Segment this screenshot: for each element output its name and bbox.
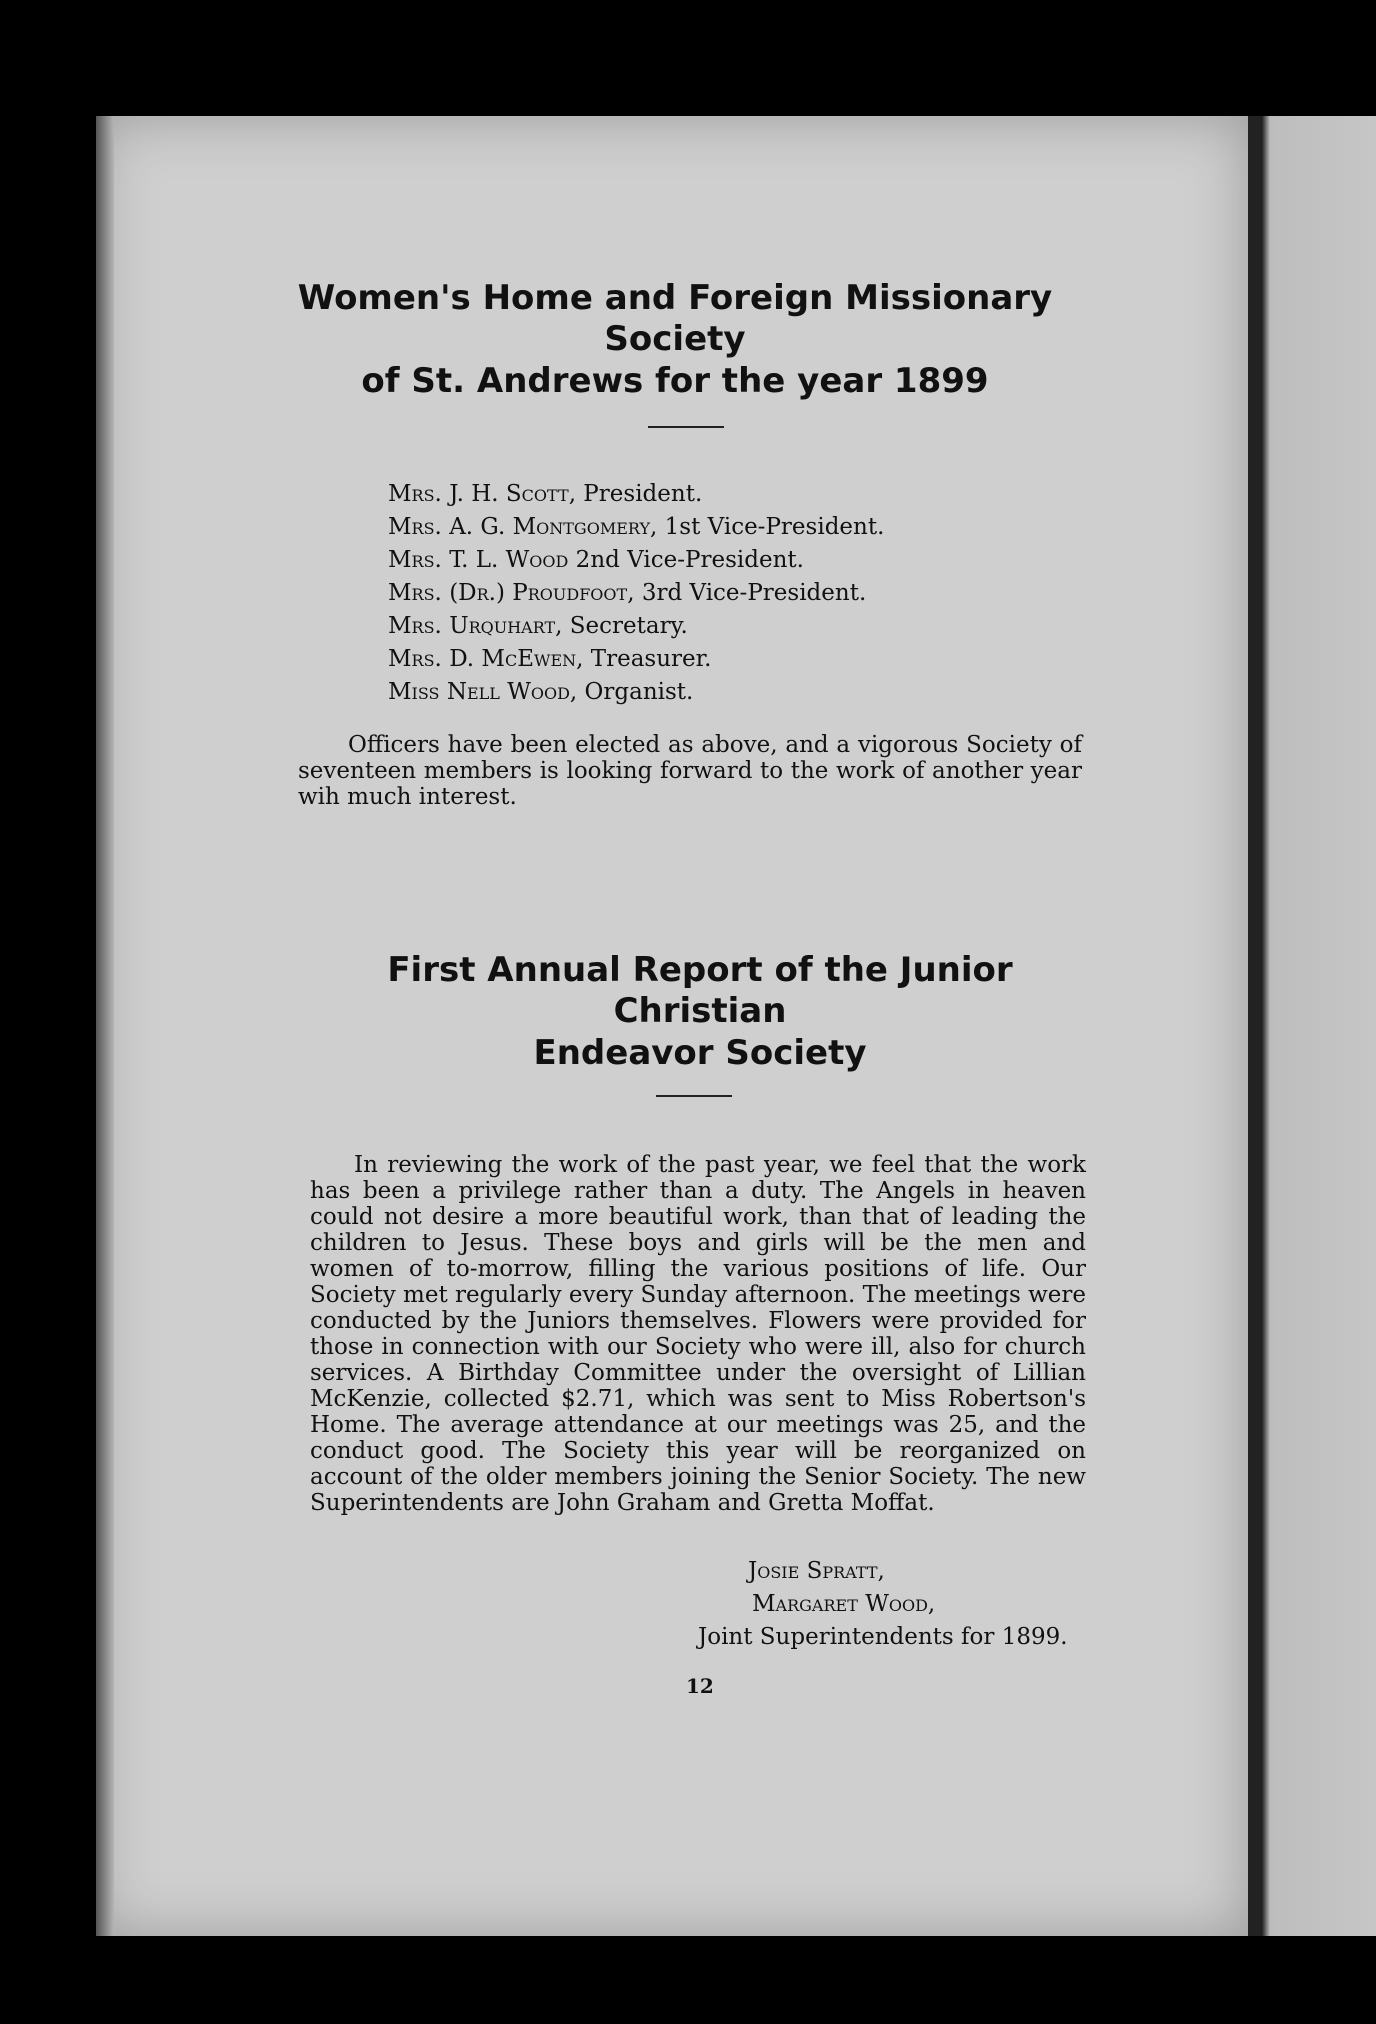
officer-role: , 1st Vice-President. bbox=[650, 514, 885, 540]
signature-margaret-wood: Margaret Wood, bbox=[752, 1591, 936, 1617]
officer-title: Mrs. bbox=[388, 580, 450, 606]
officer-entry bbox=[388, 610, 1088, 643]
officer-name: T. L. Wood bbox=[449, 547, 569, 573]
signature-title: Joint Superintendents for 1899. bbox=[698, 1624, 1068, 1650]
section1-heading-line1: Women's Home and Foreign Missionary Society bbox=[297, 278, 1053, 360]
officer-entry bbox=[388, 478, 1088, 511]
officer-title: Mrs. bbox=[388, 514, 450, 540]
officer-role: , Treasurer. bbox=[576, 646, 712, 672]
officer-title: Mrs. bbox=[388, 547, 450, 573]
section2-heading-line1: First Annual Report of the Junior Christian bbox=[387, 950, 1013, 1032]
officer-name: D. McEwen bbox=[449, 646, 577, 672]
officer-name: J. H. Scott bbox=[449, 481, 569, 507]
officer-name: (Dr.) Proudfoot bbox=[449, 580, 628, 606]
officer-title: Miss bbox=[388, 679, 447, 705]
officer-name: Urquhart bbox=[449, 613, 556, 639]
officer-role: 2nd Vice-President. bbox=[568, 547, 804, 573]
officer-role: , Secretary. bbox=[555, 613, 688, 639]
page-number: 12 bbox=[686, 1674, 714, 1698]
officers-list bbox=[388, 478, 1088, 709]
section1-heading bbox=[250, 278, 1100, 402]
section2-heading bbox=[300, 950, 1100, 1074]
officer-role: , President. bbox=[568, 481, 703, 507]
section1-heading-line2: of St. Andrews for the year 1899 bbox=[361, 360, 989, 401]
officer-entry bbox=[388, 676, 1088, 709]
section2-heading-line2: Endeavor Society bbox=[533, 1032, 867, 1073]
section1-divider bbox=[648, 426, 724, 428]
signature-josie-spratt: Josie Spratt, bbox=[748, 1558, 885, 1584]
officer-role: , Organist. bbox=[569, 679, 694, 705]
section1-paragraph: Officers have been elected as above, and a vigorous Society of seventeen members is looking forward to the work of another year wih much interest. bbox=[298, 732, 1082, 810]
facing-page-edge bbox=[1248, 116, 1376, 1936]
officer-entry bbox=[388, 511, 1088, 544]
officer-title: Mrs. bbox=[388, 481, 450, 507]
officer-name: A. G. Montgomery bbox=[449, 514, 651, 540]
officer-entry bbox=[388, 544, 1088, 577]
officer-title: Mrs. bbox=[388, 646, 450, 672]
officer-role: , 3rd Vice-President. bbox=[627, 580, 867, 606]
officer-entry bbox=[388, 643, 1088, 676]
officer-name: Nell Wood bbox=[446, 679, 570, 705]
officer-title: Mrs. bbox=[388, 613, 450, 639]
section2-paragraph: In reviewing the work of the past year, we feel that the work has been a privilege rather than a duty. The Angels in heaven could not desire a more beautiful work, than that of leading the children to Jesus. These boys and girls will be the men and women of to-morrow, filling the various positions of life. Our Society met regularly every Sunday afternoon. The meetings were conducted by the Juniors themselves. Flowers were provided for those in connection with our Society who were ill, also for church services. A Birthday Committee under the oversight of Lillian McKenzie, collected $2.71, which was sent to Miss Robertson's Home. The average attendance at our meetings was 25, and the conduct good. The Society this year will be reorganized on account of the older members joining the Senior Society. The new Superintendents are John Graham and Gretta Moffat. bbox=[310, 1152, 1086, 1516]
section2-divider bbox=[656, 1095, 732, 1097]
officer-entry bbox=[388, 577, 1088, 610]
